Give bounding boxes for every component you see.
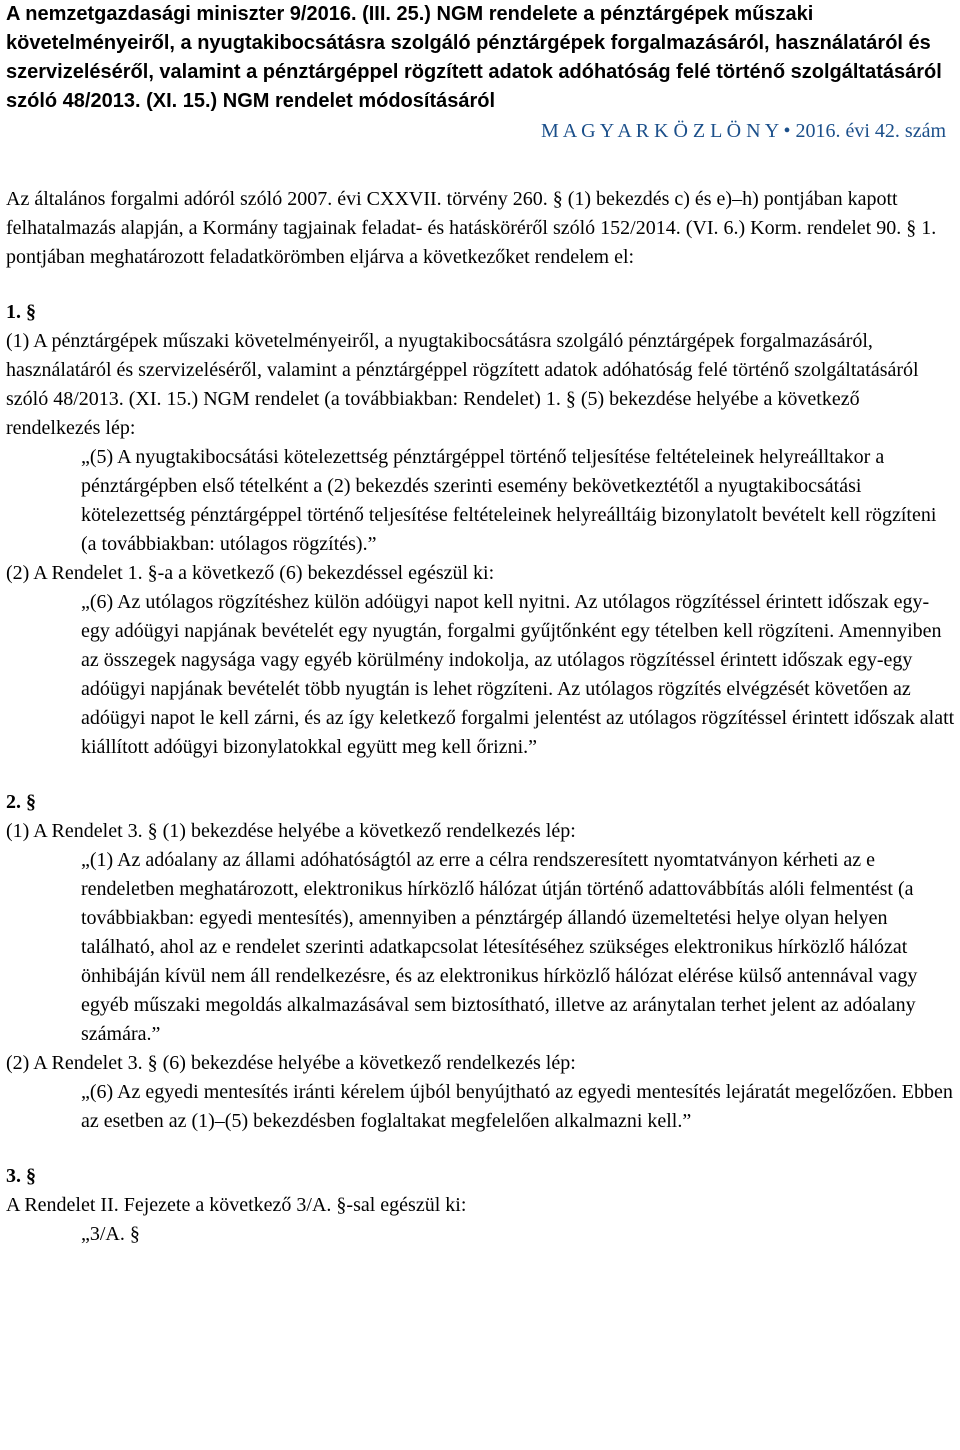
quoted-provision: „(6) Az utólagos rögzítéshez külön adóügyi napot kell nyitni. Az utólagos rögzítéssel érintett időszak egy-egy adóügyi napjának bevételét egy nyugtán, forgalmi gyűjtőnként egy tételben kell rögzíteni. Amennyiben az összegek nagysága vagy egyéb körülmény indokolja, az utólagos rögzítéssel érintett időszak egy-egy adóügyi napjának bevételét több nyugtán is lehet rögzíteni. Az utólagos rögzítés elvégzését követően az adóügyi napot le kell zárni, és az így keletkező forgalmi jelentést az utólagos rögzítéssel érintett időszak alatt kiállított adóügyi bizonylatokkal együtt meg kell őrizni.” <box>81 591 955 758</box>
paragraph: (1) A pénztárgépek műszaki követelményeiről, a nyugtakibocsátásra szolgáló pénztárgépek forgalmazásáról, használatáról és szervizeléséről, valamint a pénztárgéppel rögzített adatok adóhatóság felé történő szolgáltatásáról szóló 48/2013. (XI. 15.) NGM rendelet (a továbbiakban: Rendelet) 1. § (5) bekezdése helyébe a következő rendelkezés lép: <box>6 330 919 439</box>
quoted-provision: „(1) Az adóalany az állami adóhatóságtól az erre a célra rendszeresített nyomtatványon kérheti az e rendeletben meghatározott, elektronikus hírközlő hálózat útján történő adattovábbítás alóli felmentést (a továbbiakban: egyedi mentesítés), amennyiben a pénztárgép állandó üzemeltetési helye olyan helyen található, ahol az e rendelet szerinti adatkapcsolat létesítéséhez szükséges elektronikus hírközlő hálózat önhibáján kívül nem áll rendelkezésre, és az elektronikus hírközlő hálózat elérése külső antennával vagy egyéb műszaki megoldás alkalmazásával sem biztosítható, illetve az aránytalan terhet jelent az adóalany számára.” <box>81 849 918 1045</box>
section-number: 2. § <box>6 791 36 813</box>
preamble: Az általános forgalmi adóról szóló 2007. évi CXXVII. törvény 260. § (1) bekezdés c) és e)–h) pontjában kapott felhatalmazás alapján, a Kormány tagjainak feladat- és hatásköréről szóló 152/2014. (VI. 6.) Korm. rendelet 90. § 1. pontjában meghatározott feladatkörömben eljárva a következőket rendelem el: <box>6 188 937 268</box>
section-1 <box>6 298 956 762</box>
paragraph: (1) A Rendelet 3. § (1) bekezdése helyébe a következő rendelkezés lép: <box>6 820 576 842</box>
paragraph: (2) A Rendelet 1. §-a a következő (6) bekezdéssel egészül ki: <box>6 562 495 584</box>
gazette-reference: M A G Y A R K Ö Z L Ö N Y • 2016. évi 42. szám <box>541 120 946 142</box>
section-2 <box>6 788 956 1136</box>
quoted-provision: „3/A. § <box>81 1223 140 1245</box>
section-3 <box>6 1162 956 1249</box>
paragraph: A Rendelet II. Fejezete a következő 3/A. §-sal egészül ki: <box>6 1194 467 1216</box>
quoted-provision: „(5) A nyugtakibocsátási kötelezettség pénztárgéppel történő teljesítése feltételeinek helyreálltakor a pénztárgépben első tételként a (2) bekezdés szerinti esemény bekövetkeztétől a nyugtakibocsátási kötelezettség pénztárgéppel történő teljesítése feltételeinek helyreálltáig bizonylatolt bevételt kell rögzíteni (a továbbiakban: utólagos rögzítés).” <box>81 446 937 555</box>
document-title: A nemzetgazdasági miniszter 9/2016. (III. 25.) NGM rendelete a pénztárgépek műszaki követelményeiről, a nyugtakibocsátásra szolgáló pénztárgépek forgalmazásáról, használatáról és szervizeléséről, valamint a pénztárgéppel rögzített adatok adóhatóság felé történő szolgáltatásáról szóló 48/2013. (XI. 15.) NGM rendelet módosításáról <box>6 3 942 112</box>
quoted-provision: „(6) Az egyedi mentesítés iránti kérelem újból benyújtható az egyedi mentesítés lejáratát megelőzően. Ebben az esetben az (1)–(5) bekezdésben foglaltakat megfelelően alkalmazni kell.” <box>81 1081 953 1132</box>
section-number: 1. § <box>6 301 36 323</box>
document-page <box>6 0 956 1249</box>
section-number: 3. § <box>6 1165 36 1187</box>
paragraph: (2) A Rendelet 3. § (6) bekezdése helyébe a következő rendelkezés lép: <box>6 1052 576 1074</box>
